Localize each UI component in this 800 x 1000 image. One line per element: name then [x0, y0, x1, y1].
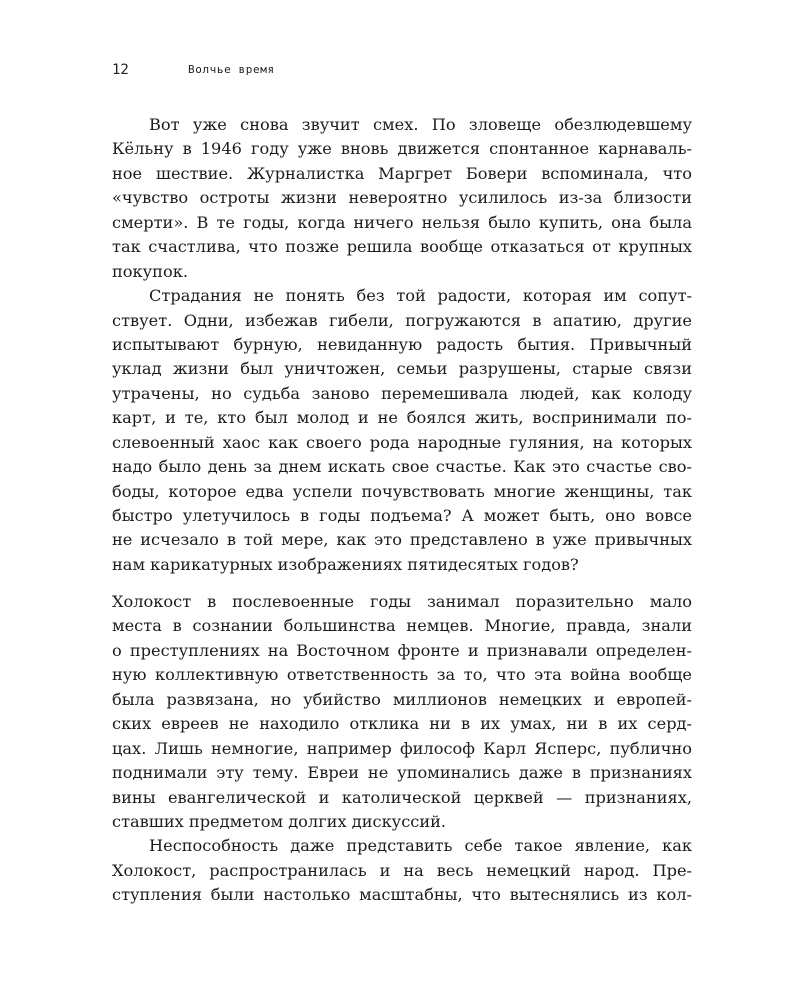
text-line: вины евангелической и католической церквей — признаниях,	[112, 787, 692, 807]
text-line: быстро улетучилось в годы подъема? А может быть, оно вовсе	[112, 506, 692, 525]
text-line: смерти». В те годы, когда ничего нельзя было купить, она была	[112, 212, 692, 232]
text-line: ствует. Одни, избежав гибели, погружаются в апатию, другие	[112, 310, 692, 330]
paragraph	[112, 834, 692, 907]
text-line: так счастлива, что позже решила вообще отказаться от крупных	[112, 237, 692, 257]
text-line: не исчезало в той мере, как это представлено в уже привычных	[112, 530, 692, 550]
text-line: карт, и те, кто был молод и не боялся жить, воспринимали по-	[112, 408, 692, 428]
text-line: цах. Лишь немногие, например философ Карл Ясперс, публично	[112, 738, 692, 758]
text-line: Холокост в послевоенные годы занимал поразительно мало	[112, 592, 692, 611]
section-2	[112, 590, 692, 908]
text-line: Страдания не понять без той радости, которая им сопут-	[149, 286, 692, 306]
paragraph	[112, 284, 692, 577]
text-line: «чувство остроты жизни невероятно усилилось из-за близости	[112, 188, 692, 208]
text-line: покупок.	[112, 261, 188, 281]
text-line: слевоенный хаос как своего рода народные гуляния, на которых	[112, 432, 692, 452]
text-line: боды, которое едва успели почувствовать многие женщины, так	[112, 481, 692, 501]
text-line: ступления были настолько масштабны, что вытеснялись из кол-	[112, 885, 692, 905]
paragraph	[112, 590, 692, 834]
text-line: ную коллективную ответственность за то, что эта война вообще	[112, 665, 692, 685]
text-line: Неспособность даже представить себе такое явление, как	[149, 836, 692, 856]
text-line: Кёльну в 1946 году уже вновь движется спонтанное карнаваль-	[112, 139, 692, 159]
text-line: ских евреев не находило отклика ни в их умах, ни в их серд-	[112, 714, 692, 734]
text-line: Холокост, распространилась и на весь немецкий народ. Пре-	[112, 860, 692, 880]
running-title: Волчье время	[188, 63, 275, 76]
text-line: была развязана, но убийство миллионов немецких и европей-	[112, 689, 692, 709]
text-line: ставших предметом долгих дискуссий.	[112, 811, 447, 831]
text-line: места в сознании большинства немцев. Многие, правда, знали	[112, 616, 692, 636]
text-line: испытывают бурную, невиданную радость бытия. Привычный	[112, 334, 692, 354]
text-line: утрачены, но судьба заново перемешивала людей, как колоду	[112, 383, 692, 403]
section-1	[112, 113, 692, 577]
paragraph	[112, 113, 692, 284]
text-line: надо было день за днем искать свое счастье. Как это счастье сво-	[112, 457, 692, 477]
page-number: 12	[112, 62, 129, 78]
page-header	[112, 62, 692, 82]
text-line: ное шествие. Журналистка Маргрет Бовери вспоминала, что	[112, 163, 692, 183]
text-line: поднимали эту тему. Евреи не упоминались даже в признаниях	[112, 763, 692, 783]
text-line: нам карикатурных изображениях пятидесятых годов?	[112, 554, 579, 574]
text-line: о преступлениях на Восточном фронте и признавали определен-	[112, 640, 692, 660]
text-line: Вот уже снова звучит смех. По зловеще обезлюдевшему	[149, 115, 692, 134]
text-line: уклад жизни был уничтожен, семьи разрушены, старые связи	[112, 359, 692, 379]
